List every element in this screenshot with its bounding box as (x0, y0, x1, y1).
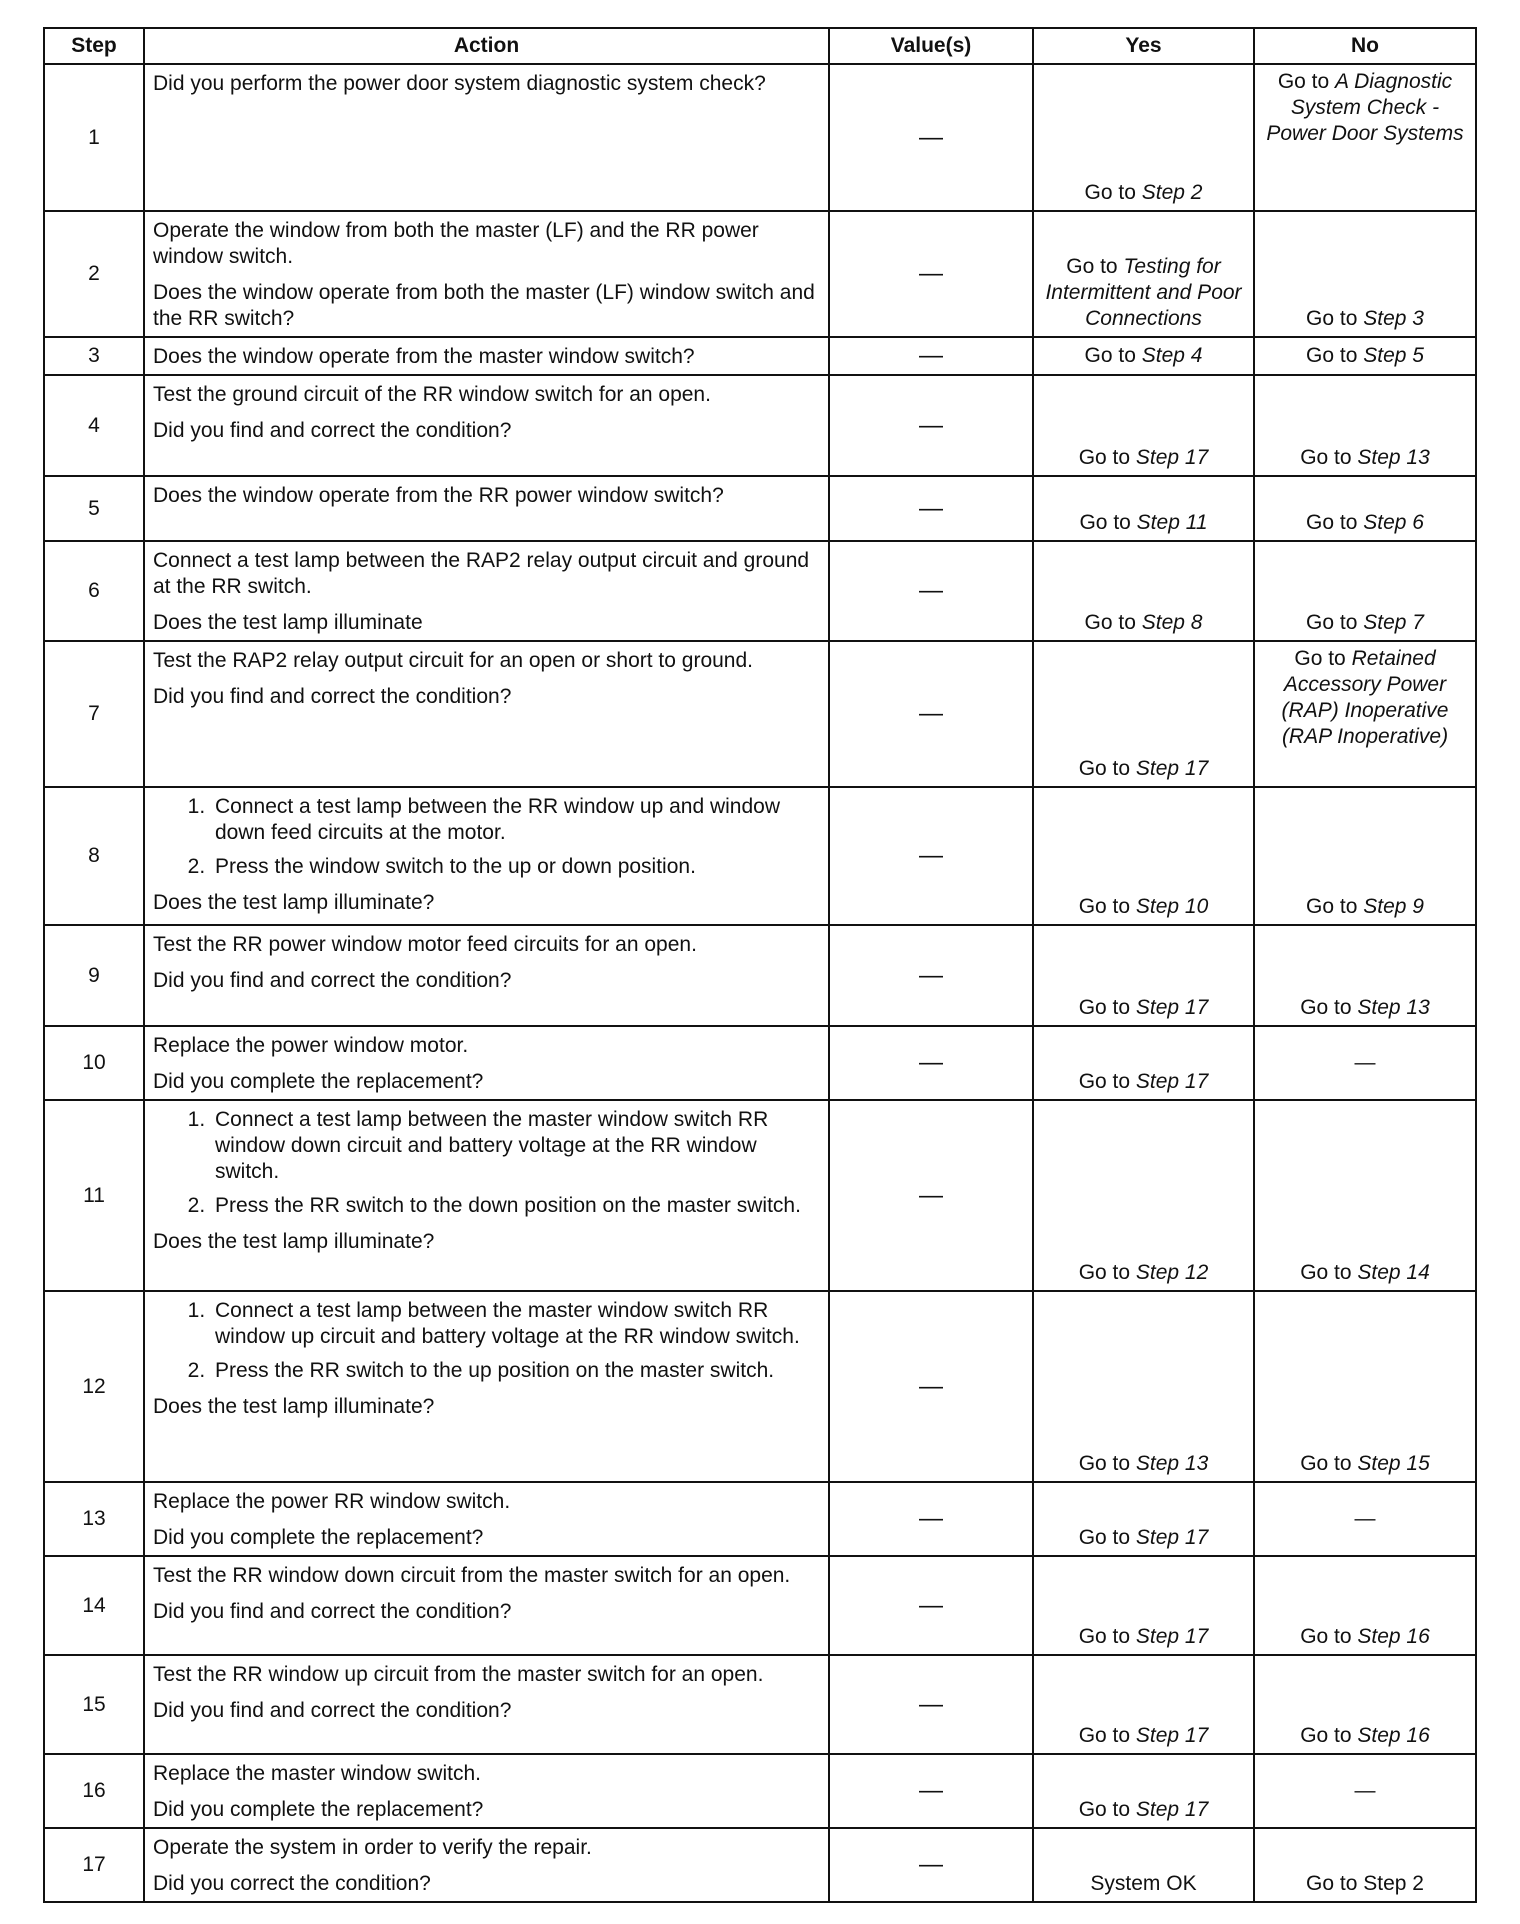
action-cell (144, 337, 829, 375)
action-cell (144, 476, 829, 541)
action-text: Did you complete the replacement? (153, 1798, 484, 1821)
action-step: 1. Connect a test lamp between the RR window up and window down feed circuits at the motor. (211, 794, 820, 846)
no-result-cell (1254, 541, 1476, 641)
no-result-cell (1254, 925, 1476, 1026)
action-cell (144, 1291, 829, 1482)
yes-result-cell (1033, 1828, 1254, 1902)
no-result-link[interactable]: Step 9 (1363, 895, 1424, 918)
value-cell: — (829, 476, 1033, 541)
yes-result-cell (1033, 1556, 1254, 1655)
yes-result-link[interactable]: Step 17 (1135, 1526, 1209, 1549)
value-cell: — (829, 211, 1033, 337)
no-result-prefix: Go to (1306, 895, 1364, 918)
yes-result-cell (1033, 337, 1254, 375)
step-number: 6 (44, 541, 144, 641)
action-text: Does the test lamp illuminate? (153, 891, 435, 914)
value-cell: — (829, 1100, 1033, 1291)
table-row (44, 1291, 1476, 1482)
yes-result-cell (1033, 1100, 1254, 1291)
yes-result-cell (1033, 541, 1254, 641)
no-result-cell (1254, 1482, 1476, 1556)
step-number: 12 (44, 1291, 144, 1482)
no-result-link[interactable]: Step 6 (1363, 511, 1424, 534)
no-result-cell (1254, 1026, 1476, 1100)
yes-result-prefix: Go to (1078, 1452, 1136, 1475)
no-result-cell (1254, 1754, 1476, 1828)
action-text: Did you find and correct the condition? (153, 685, 512, 708)
yes-result-link[interactable]: Step 17 (1135, 1724, 1209, 1747)
yes-result-link[interactable]: Step 17 (1135, 446, 1209, 469)
no-result-link[interactable]: Step 16 (1357, 1724, 1430, 1747)
yes-result-link[interactable]: Testing for Intermittent and Poor Connections (1045, 255, 1242, 330)
step-number: 15 (44, 1655, 144, 1754)
yes-result-cell (1033, 64, 1254, 211)
header-yes: Yes (1033, 28, 1254, 64)
diagnostic-table (43, 27, 1477, 1903)
yes-result-link[interactable]: Step 17 (1135, 996, 1209, 1019)
no-result-prefix: Go to (1294, 647, 1352, 670)
no-result-prefix: — (1354, 1507, 1376, 1530)
step-number: 16 (44, 1754, 144, 1828)
table-row (44, 1482, 1476, 1556)
table-row (44, 1655, 1476, 1754)
yes-result-prefix: Go to (1084, 181, 1142, 204)
table-row (44, 476, 1476, 541)
table-row (44, 1754, 1476, 1828)
yes-result-cell (1033, 375, 1254, 476)
no-result-prefix: Go to (1306, 344, 1364, 367)
action-text: Does the test lamp illuminate? (153, 1395, 435, 1418)
no-result-link[interactable]: Retained Accessory Power (RAP) Inoperative (RAP Inoperative) (1281, 647, 1449, 748)
yes-result-prefix: System OK (1090, 1872, 1197, 1895)
action-cell (144, 64, 829, 211)
action-text: Did you perform the power door system diagnostic system check? (153, 72, 766, 95)
header-values: Value(s) (829, 28, 1033, 64)
yes-result-cell (1033, 1026, 1254, 1100)
no-result-link[interactable]: Step 14 (1357, 1261, 1430, 1284)
no-result-prefix: Go to (1300, 1625, 1358, 1648)
no-result-cell (1254, 375, 1476, 476)
table-row (44, 787, 1476, 925)
yes-result-link[interactable]: Step 17 (1135, 1625, 1209, 1648)
no-result-cell (1254, 787, 1476, 925)
no-result-prefix: Go to (1277, 70, 1336, 93)
no-result-cell (1254, 211, 1476, 337)
yes-result-prefix: Go to (1078, 996, 1136, 1019)
step-number: 17 (44, 1828, 144, 1902)
step-number: 7 (44, 641, 144, 787)
no-result-link[interactable]: Step 3 (1363, 307, 1424, 330)
action-text: Does the test lamp illuminate? (153, 1230, 435, 1253)
value-cell: — (829, 1026, 1033, 1100)
step-number: 13 (44, 1482, 144, 1556)
step-number: 4 (44, 375, 144, 476)
no-result-prefix: Go to (1306, 611, 1364, 634)
no-result-cell (1254, 1556, 1476, 1655)
action-text: Does the test lamp illuminate (153, 611, 423, 634)
table-row (44, 541, 1476, 641)
value-cell: — (829, 641, 1033, 787)
yes-result-cell (1033, 1754, 1254, 1828)
step-number: 10 (44, 1026, 144, 1100)
action-text: Replace the power RR window switch. (153, 1490, 511, 1513)
action-cell (144, 211, 829, 337)
header-no: No (1254, 28, 1476, 64)
no-result-prefix: Go to (1300, 996, 1358, 1019)
yes-result-prefix: Go to (1078, 1526, 1136, 1549)
yes-result-prefix: Go to (1066, 255, 1124, 278)
action-text: Does the window operate from both the master (LF) window switch and the RR switch? (153, 281, 815, 330)
action-text: Replace the master window switch. (153, 1762, 481, 1785)
yes-result-link[interactable]: Step 11 (1136, 511, 1208, 534)
yes-result-cell (1033, 641, 1254, 787)
value-cell: — (829, 375, 1033, 476)
no-result-cell (1254, 1655, 1476, 1754)
action-text: Operate the system in order to verify the repair. (153, 1836, 592, 1859)
action-cell (144, 1828, 829, 1902)
header-action: Action (144, 28, 829, 64)
table-row (44, 337, 1476, 375)
yes-result-link[interactable]: Step 13 (1135, 1452, 1209, 1475)
action-cell (144, 1482, 829, 1556)
no-result-link[interactable]: Step 13 (1357, 446, 1430, 469)
table-row (44, 1100, 1476, 1291)
no-result-cell (1254, 64, 1476, 211)
yes-result-link[interactable]: Step 17 (1135, 1798, 1209, 1821)
yes-result-cell (1033, 925, 1254, 1026)
action-cell (144, 1556, 829, 1655)
step-number: 14 (44, 1556, 144, 1655)
value-cell: — (829, 1556, 1033, 1655)
value-cell: — (829, 925, 1033, 1026)
action-text: Did you correct the condition? (153, 1872, 431, 1895)
no-result-cell (1254, 1100, 1476, 1291)
no-result-prefix: Go to (1306, 307, 1364, 330)
yes-result-prefix: Go to (1078, 1798, 1136, 1821)
value-cell: — (829, 1655, 1033, 1754)
yes-result-prefix: Go to (1078, 1261, 1136, 1284)
yes-result-cell (1033, 787, 1254, 925)
step-number: 3 (44, 337, 144, 375)
no-result-prefix: Go to (1300, 446, 1358, 469)
yes-result-prefix: Go to (1078, 446, 1136, 469)
no-result-cell (1254, 1291, 1476, 1482)
action-text: Test the ground circuit of the RR window switch for an open. (153, 383, 711, 406)
action-step: 1. Connect a test lamp between the master window switch RR window down circuit and battery voltage at the RR window switch. (211, 1107, 820, 1185)
action-cell (144, 375, 829, 476)
yes-result-cell (1033, 1655, 1254, 1754)
yes-result-prefix: Go to (1078, 757, 1136, 780)
no-result-prefix: — (1354, 1779, 1376, 1802)
value-cell: — (829, 1754, 1033, 1828)
action-text: Did you complete the replacement? (153, 1070, 484, 1093)
no-result-link[interactable]: Step 5 (1363, 344, 1424, 367)
yes-result-cell (1033, 1291, 1254, 1482)
yes-result-cell (1033, 211, 1254, 337)
table-row (44, 925, 1476, 1026)
action-text: Does the window operate from the RR power window switch? (153, 484, 724, 507)
action-steps-list (153, 794, 820, 880)
value-cell: — (829, 1828, 1033, 1902)
header-row (44, 28, 1476, 64)
yes-result-cell (1033, 476, 1254, 541)
step-number: 2 (44, 211, 144, 337)
no-result-link[interactable]: Step 7 (1363, 611, 1424, 634)
yes-result-prefix: Go to (1078, 1625, 1136, 1648)
step-number: 11 (44, 1100, 144, 1291)
yes-result-link[interactable]: Step 12 (1135, 1261, 1209, 1284)
action-step: 2. Press the RR switch to the up position on the master switch. (211, 1358, 820, 1384)
yes-result-link[interactable]: Step 8 (1141, 611, 1203, 634)
step-number: 1 (44, 64, 144, 211)
action-cell (144, 1026, 829, 1100)
yes-result-prefix: Go to (1084, 611, 1142, 634)
value-cell: — (829, 1482, 1033, 1556)
action-steps-list (153, 1107, 820, 1219)
action-cell (144, 925, 829, 1026)
value-cell: — (829, 541, 1033, 641)
no-result-link[interactable]: A Diagnostic System Check - Power Door Systems (1266, 70, 1464, 145)
yes-result-prefix: Go to (1079, 511, 1137, 534)
action-text: Test the RR window down circuit from the master switch for an open. (153, 1564, 791, 1587)
step-number: 8 (44, 787, 144, 925)
table-row (44, 641, 1476, 787)
yes-result-link[interactable]: Step 10 (1135, 895, 1209, 918)
value-cell: — (829, 1291, 1033, 1482)
step-number: 9 (44, 925, 144, 1026)
action-text: Did you find and correct the condition? (153, 419, 512, 442)
table-row (44, 1828, 1476, 1902)
action-text: Does the window operate from the master window switch? (153, 345, 695, 368)
table-row (44, 1026, 1476, 1100)
action-text: Connect a test lamp between the RAP2 relay output circuit and ground at the RR switch. (153, 549, 810, 598)
yes-result-link[interactable]: Step 4 (1141, 344, 1203, 367)
yes-result-link[interactable]: Step 2 (1141, 181, 1203, 204)
table-row (44, 375, 1476, 476)
no-result-cell (1254, 337, 1476, 375)
no-result-prefix: Go to (1300, 1724, 1358, 1747)
no-result-prefix: — (1354, 1051, 1376, 1074)
action-cell (144, 1100, 829, 1291)
action-step: 1. Connect a test lamp between the master window switch RR window up circuit and battery voltage at the RR window switch. (211, 1298, 820, 1350)
action-cell (144, 787, 829, 925)
action-text: Did you find and correct the condition? (153, 969, 512, 992)
no-result-link[interactable]: Step 13 (1357, 996, 1430, 1019)
no-result-link[interactable]: Step 16 (1357, 1625, 1430, 1648)
action-text: Did you complete the replacement? (153, 1526, 484, 1549)
no-result-cell (1254, 476, 1476, 541)
action-text: Test the RAP2 relay output circuit for an open or short to ground. (153, 649, 753, 672)
action-step: 2. Press the window switch to the up or down position. (211, 854, 820, 880)
action-cell (144, 541, 829, 641)
value-cell: — (829, 787, 1033, 925)
no-result-cell (1254, 1828, 1476, 1902)
no-result-prefix: Go to (1306, 511, 1364, 534)
header-step: Step (44, 28, 144, 64)
action-text: Replace the power window motor. (153, 1034, 469, 1057)
yes-result-link[interactable]: Step 17 (1135, 757, 1209, 780)
no-result-prefix: Go to (1300, 1261, 1358, 1284)
yes-result-prefix: Go to (1084, 344, 1142, 367)
value-cell: — (829, 337, 1033, 375)
action-cell (144, 641, 829, 787)
step-number: 5 (44, 476, 144, 541)
action-text: Operate the window from both the master (LF) and the RR power window switch. (153, 219, 759, 268)
action-cell (144, 1655, 829, 1754)
no-result-prefix: Go to Step 2 (1306, 1872, 1424, 1895)
action-step: 2. Press the RR switch to the down position on the master switch. (211, 1193, 820, 1219)
no-result-link[interactable]: Step 15 (1357, 1452, 1430, 1475)
table-row (44, 64, 1476, 211)
no-result-prefix: Go to (1300, 1452, 1358, 1475)
action-text: Did you find and correct the condition? (153, 1699, 512, 1722)
action-steps-list (153, 1298, 820, 1384)
value-cell: — (829, 64, 1033, 211)
no-result-cell (1254, 641, 1476, 787)
yes-result-cell (1033, 1482, 1254, 1556)
action-cell (144, 1754, 829, 1828)
table-row (44, 211, 1476, 337)
yes-result-prefix: Go to (1078, 1724, 1136, 1747)
yes-result-link[interactable]: Step 17 (1135, 1070, 1209, 1093)
yes-result-prefix: Go to (1078, 1070, 1136, 1093)
action-text: Test the RR power window motor feed circuits for an open. (153, 933, 697, 956)
yes-result-prefix: Go to (1078, 895, 1136, 918)
action-text: Test the RR window up circuit from the master switch for an open. (153, 1663, 764, 1686)
action-text: Did you find and correct the condition? (153, 1600, 512, 1623)
table-row (44, 1556, 1476, 1655)
